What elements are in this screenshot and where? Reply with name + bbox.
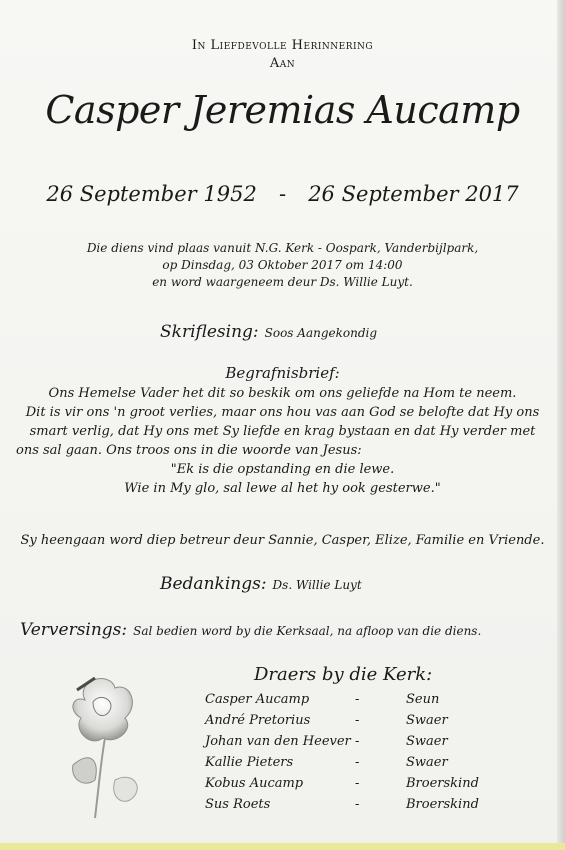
pallbearer-dash: -	[355, 734, 360, 749]
pallbearer-relation: Broerskind	[406, 797, 479, 812]
funeral-letter-line: Ons Hemelse Vader het dit so beskik om ons geliefde na Hom te neem.	[48, 386, 517, 401]
life-dates	[0, 182, 565, 206]
refreshments	[20, 620, 481, 640]
header-line-2: Aan	[269, 56, 296, 71]
pallbearer-dash: -	[355, 797, 360, 812]
service-line-2: op Dinsdag, 03 Oktober 2017 om 14:00	[162, 258, 403, 272]
paper-bottom-edge	[0, 843, 565, 850]
funeral-letter-title: Begrafnisbrief:	[225, 364, 340, 382]
funeral-letter-line: Dit is vir ons 'n groot verlies, maar ons hou vas aan God se belofte dat Hy ons	[25, 405, 540, 420]
pallbearer-dash: -	[355, 713, 360, 728]
funeral-letter-line: Wie in My glo, sal lewe al het hy ook gesterwe."	[124, 481, 441, 496]
refreshments-label: Verversings:	[20, 620, 128, 640]
deceased-name: Casper Jeremias Aucamp	[45, 88, 520, 132]
pallbearer-name: Kobus Aucamp	[205, 776, 304, 791]
pallbearer-relation: Swaer	[406, 755, 448, 770]
paper-edge	[557, 0, 565, 850]
pallbearer-dash: -	[355, 692, 360, 707]
pallbearer-dash: -	[355, 755, 360, 770]
death-date: 26 September 2017	[308, 182, 519, 206]
pallbearers-title: Draers by die Kerk:	[254, 664, 433, 685]
refreshments-value: Sal bedien word by die Kerksaal, na afloop van die diens.	[133, 624, 482, 638]
pallbearer-name: Johan van den Heever	[205, 734, 351, 749]
pallbearer-relation: Swaer	[406, 734, 448, 749]
scripture-reading	[160, 322, 377, 342]
scripture-value: Soos Aangekondig	[264, 326, 378, 340]
service-line-3: en word waargeneem deur Ds. Willie Luyt.	[152, 275, 413, 289]
thanks-label: Bedankings:	[160, 574, 267, 594]
pallbearer-name: Casper Aucamp	[205, 692, 310, 707]
pallbearer-name: André Pretorius	[205, 713, 311, 728]
pallbearer-name: Kallie Pieters	[205, 755, 294, 770]
pallbearer-relation: Swaer	[406, 713, 448, 728]
mourned-by: Sy heengaan word diep betreur deur Sannie, Casper, Elize, Familie en Vriende.	[20, 533, 545, 548]
thanks-value: Ds. Willie Luyt	[272, 578, 362, 592]
rose-icon	[55, 670, 155, 820]
funeral-letter-line: smart verlig, dat Hy ons met Sy liefde en krag bystaan en dat Hy verder met	[29, 424, 536, 439]
pallbearer-name: Sus Roets	[205, 797, 271, 812]
birth-date: 26 September 1952	[46, 182, 257, 206]
thanks	[160, 574, 362, 594]
date-separator: -	[278, 182, 287, 206]
service-line-1: Die diens vind plaas vanuit N.G. Kerk - Oospark, Vanderbijlpark,	[86, 241, 479, 255]
scripture-label: Skriflesing:	[160, 322, 259, 342]
header-line-1: In Liefdevolle Herinnering	[191, 38, 374, 53]
funeral-letter-line: ons sal gaan. Ons troos ons in die woorde van Jesus:	[16, 443, 362, 458]
pallbearer-relation: Broerskind	[406, 776, 479, 791]
funeral-letter-line: "Ek is die opstanding en die lewe.	[170, 462, 395, 477]
pallbearer-dash: -	[355, 776, 360, 791]
pallbearer-relation: Seun	[406, 692, 440, 707]
